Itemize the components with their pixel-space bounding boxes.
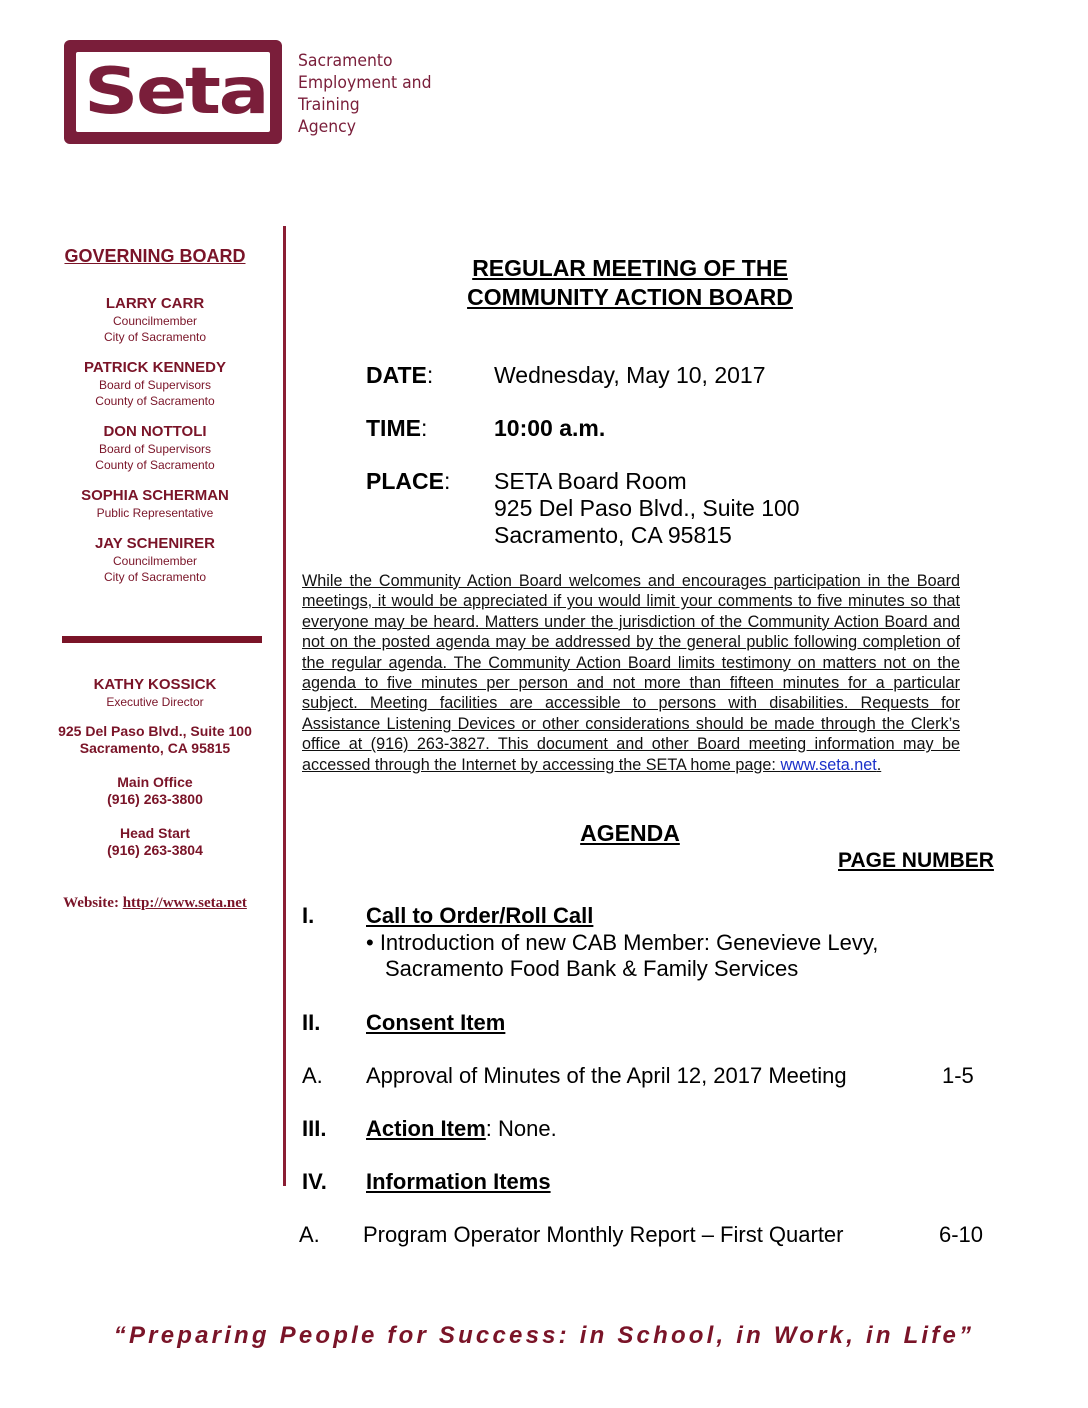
- logo-line: Agency: [298, 117, 357, 137]
- member-role: County of Sacramento: [95, 458, 215, 472]
- date-label: DATE: [366, 362, 427, 388]
- logo-line: Employment and: [298, 73, 432, 93]
- member-name: SOPHIA SCHERMAN: [81, 487, 229, 504]
- item-text: Program Operator Monthly Report – First Quarter: [363, 1222, 844, 1247]
- footer-slogan: “Preparing People for Success: in School, in Work, in Life”: [113, 1322, 975, 1349]
- place-label: PLACE: [366, 468, 444, 494]
- seta-logo: [64, 40, 282, 144]
- director-title: Executive Director: [106, 695, 204, 709]
- item-pages: 6-10: [939, 1222, 984, 1247]
- seta-home-link[interactable]: www.seta.net: [780, 755, 877, 774]
- board-member: [40, 423, 270, 473]
- bullet-text: • Introduction of new CAB Member: Genevieve Levy,: [366, 930, 879, 955]
- vertical-divider: [283, 226, 286, 1186]
- member-role: Councilmember: [112, 314, 198, 328]
- website-label: Website:: [63, 895, 123, 911]
- main-office-label: Main Office: [117, 774, 193, 790]
- time-value: 10:00 a.m.: [494, 415, 606, 441]
- section-number: III.: [302, 1116, 327, 1141]
- head-start-label: Head Start: [119, 825, 191, 841]
- colon: :: [443, 468, 451, 494]
- member-role: City of Sacramento: [103, 570, 207, 584]
- item-pages: 1-5: [942, 1063, 974, 1088]
- section-heading: Consent Item: [366, 1010, 506, 1035]
- website-link[interactable]: http://www.seta.net: [122, 895, 247, 911]
- bullet-text-cont: Sacramento Food Bank & Family Services: [385, 956, 799, 981]
- address-line: 925 Del Paso Blvd., Suite 100: [58, 723, 252, 739]
- page-number-header: PAGE NUMBER: [838, 849, 994, 872]
- colon: :: [426, 362, 434, 388]
- agenda-title: AGENDA: [580, 820, 680, 846]
- logo-line: Training: [298, 95, 360, 115]
- notice-text: While the Community Action Board welcomes and encourages participation in the Board meetings, it would be appreciated if you would limit your comments to five minutes so that everyone may be heard. Matters under the jurisdiction of the Community Action Board and not on the posted agenda may be addressed by the general public following completion of the regular agenda. The Community Action Board limits testimony on matters not on the agenda to five minutes per person and not more than fifteen minutes for a particular subject. Meeting facilities are accessible to persons with disabilities. Requests for Assistance Listening Devices or other considerations should be made through the Clerk’s office at (916) 263-3827. This document and other Board meeting information may be accessed through the Internet by accessing the SETA home page:: [302, 572, 960, 774]
- member-name: LARRY CARR: [105, 295, 205, 312]
- title-line: REGULAR MEETING OF THE: [472, 255, 788, 281]
- section-number: I.: [302, 903, 315, 928]
- member-role: Board of Supervisors: [98, 442, 212, 456]
- section-suffix: : None.: [485, 1116, 557, 1141]
- head-start-phone: (916) 263-3804: [107, 842, 203, 858]
- address-line: Sacramento, CA 95815: [79, 740, 231, 756]
- member-role: County of Sacramento: [95, 394, 215, 408]
- logo-inner-frame: [76, 52, 270, 132]
- place-line: Sacramento, CA 95815: [494, 522, 732, 548]
- item-letter: A.: [302, 1063, 323, 1088]
- meeting-title: [380, 254, 880, 312]
- director-name: KATHY KOSSICK: [93, 676, 217, 693]
- section-heading: Call to Order/Roll Call: [366, 903, 594, 928]
- section-heading: Information Items: [366, 1169, 551, 1194]
- public-comment-notice: [302, 571, 960, 775]
- member-name: DON NOTTOLI: [103, 423, 207, 440]
- date-value: Wednesday, May 10, 2017: [494, 362, 766, 388]
- time-label: TIME: [366, 415, 421, 441]
- board-member: [40, 487, 270, 521]
- item-text: Approval of Minutes of the April 12, 2017 Meeting: [366, 1063, 847, 1088]
- notice-trailing: .: [876, 755, 882, 774]
- member-role: Board of Supervisors: [98, 378, 212, 392]
- head-start-contact: [40, 825, 270, 859]
- place-line: 925 Del Paso Blvd., Suite 100: [494, 495, 800, 521]
- office-address: [40, 723, 270, 757]
- section-heading: Action Item: [366, 1116, 486, 1141]
- title-line: COMMUNITY ACTION BOARD: [467, 284, 793, 310]
- section-number: II.: [302, 1010, 321, 1035]
- place-value: [494, 468, 800, 549]
- board-member: [40, 359, 270, 409]
- member-role: City of Sacramento: [103, 330, 207, 344]
- board-member: [40, 295, 270, 345]
- member-name: JAY SCHENIRER: [94, 535, 216, 552]
- logo-wordmark: Seta: [84, 55, 268, 129]
- member-role: Public Representative: [96, 506, 214, 520]
- member-role: Councilmember: [112, 554, 198, 568]
- website-line: [40, 895, 270, 912]
- section-number: IV.: [302, 1169, 327, 1194]
- governing-board-sidebar: [40, 246, 270, 599]
- sidebar-divider: [62, 636, 262, 643]
- logo-org-name: [298, 50, 432, 138]
- governing-board-title: GOVERNING BOARD: [64, 246, 246, 266]
- executive-director-block: [40, 676, 270, 859]
- place-line: SETA Board Room: [494, 468, 687, 494]
- member-name: PATRICK KENNEDY: [84, 359, 226, 376]
- main-office-contact: [40, 774, 270, 808]
- board-member: [40, 535, 270, 585]
- logo-line: Sacramento: [298, 51, 393, 71]
- main-office-phone: (916) 263-3800: [107, 791, 203, 807]
- item-letter: A.: [299, 1222, 320, 1247]
- colon: :: [420, 415, 428, 441]
